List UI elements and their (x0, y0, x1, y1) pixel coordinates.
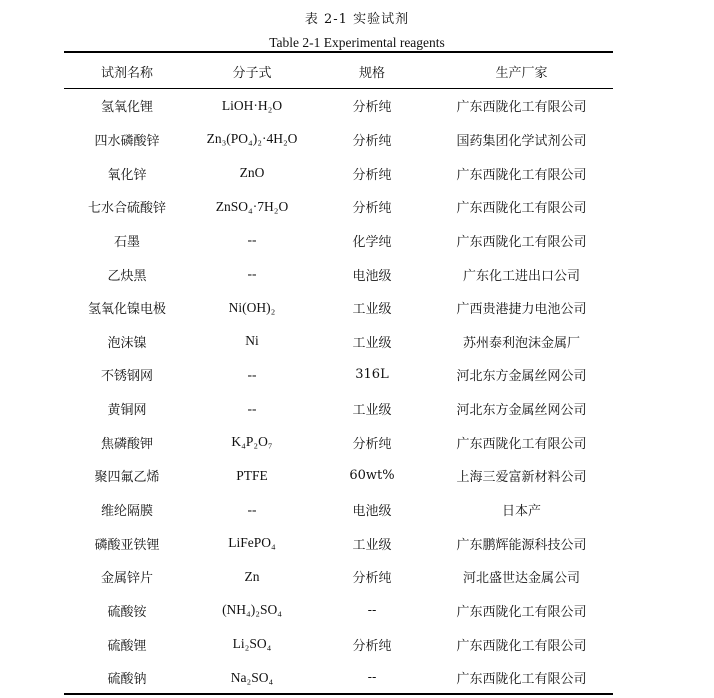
reagent-spec: 工业级 (352, 537, 392, 553)
reagent-name: 七水合硫酸锌 (87, 201, 166, 217)
table-row (64, 358, 613, 392)
reagent-maker: 广东西陇化工有限公司 (456, 100, 587, 116)
table-row (64, 560, 613, 594)
reagent-spec: 电池级 (352, 504, 392, 519)
header-specification: 规格 (358, 65, 385, 81)
reagent-formula: -- (247, 400, 257, 416)
reagent-spec: 分析纯 (352, 167, 392, 183)
table-caption-english: Table 2-1 Experimental reagents (269, 35, 445, 50)
table-caption-chinese: 表 2-1 实验试剂 (304, 12, 410, 27)
table-row (64, 291, 613, 325)
reagent-name: 磷酸亚铁锂 (94, 537, 160, 553)
reagent-name: 石墨 (113, 234, 140, 250)
reagent-spec: 60wt% (349, 468, 395, 484)
reagent-formula: PTFE (236, 467, 268, 483)
reagent-maker: 广东西陇化工有限公司 (456, 436, 587, 452)
table-row (64, 123, 613, 157)
reagent-formula: K₄P₂O₇ (231, 434, 273, 450)
reagent-maker: 国药集团化学试剂公司 (456, 133, 587, 149)
reagent-spec: 化学纯 (352, 234, 392, 250)
reagent-maker: 河北东方金属丝网公司 (456, 403, 587, 419)
reagent-spec: -- (367, 602, 377, 618)
table-row (64, 224, 613, 258)
reagent-maker: 广东化工进出口公司 (462, 268, 580, 284)
reagent-formula: -- (247, 232, 257, 248)
reagent-formula: Ni(OH)₂ (228, 299, 276, 315)
reagent-name: 氢氧化镍电极 (87, 302, 166, 318)
reagent-spec: 分析纯 (352, 436, 392, 452)
header-reagent-name: 试剂名称 (100, 65, 153, 81)
reagent-maker: 苏州泰利泡沫金属厂 (462, 335, 580, 351)
reagent-name: 乙炔黑 (107, 268, 147, 284)
table-row (64, 594, 613, 628)
reagent-name: 泡沫镍 (107, 335, 147, 351)
reagent-formula: Zn₃(PO₄)₂·4H₂O (206, 131, 298, 147)
reagent-name: 四水磷酸锌 (94, 133, 160, 149)
table-row (64, 526, 613, 560)
reagent-formula: ZnSO₄·7H₂O (215, 198, 289, 214)
reagent-maker: 广东西陇化工有限公司 (456, 201, 587, 217)
table-row (64, 425, 613, 459)
table-row (64, 156, 613, 190)
reagent-maker: 广东西陇化工有限公司 (456, 672, 587, 688)
table-row (64, 190, 613, 224)
reagent-name: 聚四氟乙烯 (94, 470, 160, 486)
reagent-spec: 分析纯 (352, 638, 392, 654)
reagent-formula: -- (247, 366, 257, 382)
reagent-maker: 广西贵港捷力电池公司 (456, 302, 587, 318)
reagent-maker: 河北东方金属丝网公司 (456, 369, 587, 385)
reagent-maker: 河北盛世达金属公司 (462, 571, 580, 587)
table-row (64, 459, 613, 493)
reagents-table (64, 53, 613, 695)
reagent-name: 黄铜网 (107, 403, 147, 419)
table-row (64, 627, 613, 661)
reagent-spec: 316L (355, 367, 389, 383)
reagent-spec: 分析纯 (352, 100, 392, 116)
reagent-spec: 分析纯 (352, 133, 392, 149)
reagent-name: 维纶隔膜 (100, 504, 153, 519)
reagent-maker: 广东西陇化工有限公司 (456, 167, 587, 183)
table-row (64, 89, 613, 123)
reagent-formula: -- (247, 501, 257, 517)
reagent-formula: Li₂SO₄ (232, 636, 272, 652)
reagent-spec: -- (367, 670, 377, 686)
reagent-spec: 分析纯 (352, 201, 392, 217)
reagent-formula: Zn (244, 568, 260, 584)
reagent-formula: (NH₄)₂SO₄ (222, 602, 282, 618)
reagent-name: 硫酸锂 (107, 638, 147, 654)
reagent-spec: 分析纯 (352, 571, 392, 587)
reagent-maker: 日本产 (501, 504, 541, 519)
reagent-name: 硫酸铵 (107, 604, 147, 620)
reagent-maker: 广东西陇化工有限公司 (456, 234, 587, 250)
reagent-maker: 广东西陇化工有限公司 (456, 638, 587, 654)
table-row (64, 493, 613, 527)
table-row (64, 392, 613, 426)
reagent-formula: -- (247, 266, 257, 282)
reagent-spec: 工业级 (352, 335, 392, 351)
table-row (64, 661, 613, 695)
reagent-name: 不锈钢网 (100, 369, 153, 385)
reagent-spec: 工业级 (352, 302, 392, 318)
reagent-name: 焦磷酸钾 (100, 436, 153, 452)
reagent-name: 金属锌片 (100, 571, 153, 587)
reagent-formula: Ni (245, 333, 259, 349)
reagent-maker: 广东西陇化工有限公司 (456, 604, 587, 620)
reagent-name: 硫酸钠 (107, 672, 147, 688)
reagent-spec: 电池级 (352, 268, 392, 284)
header-formula: 分子式 (232, 65, 272, 81)
reagent-maker: 上海三爱富新材料公司 (456, 470, 587, 486)
reagent-formula: LiOH·H₂O (221, 97, 283, 113)
reagent-name: 氧化锌 (107, 167, 147, 183)
reagent-formula: LiFePO₄ (228, 535, 276, 551)
reagent-formula: Na₂SO₄ (230, 669, 274, 685)
header-manufacturer: 生产厂家 (495, 65, 548, 81)
reagent-formula: ZnO (239, 165, 265, 181)
table-row (64, 324, 613, 358)
reagent-name: 氢氧化锂 (100, 100, 153, 116)
table-header-row (64, 53, 613, 89)
table-row (64, 257, 613, 291)
reagent-spec: 工业级 (352, 403, 392, 419)
reagent-maker: 广东鹏辉能源科技公司 (456, 537, 587, 553)
